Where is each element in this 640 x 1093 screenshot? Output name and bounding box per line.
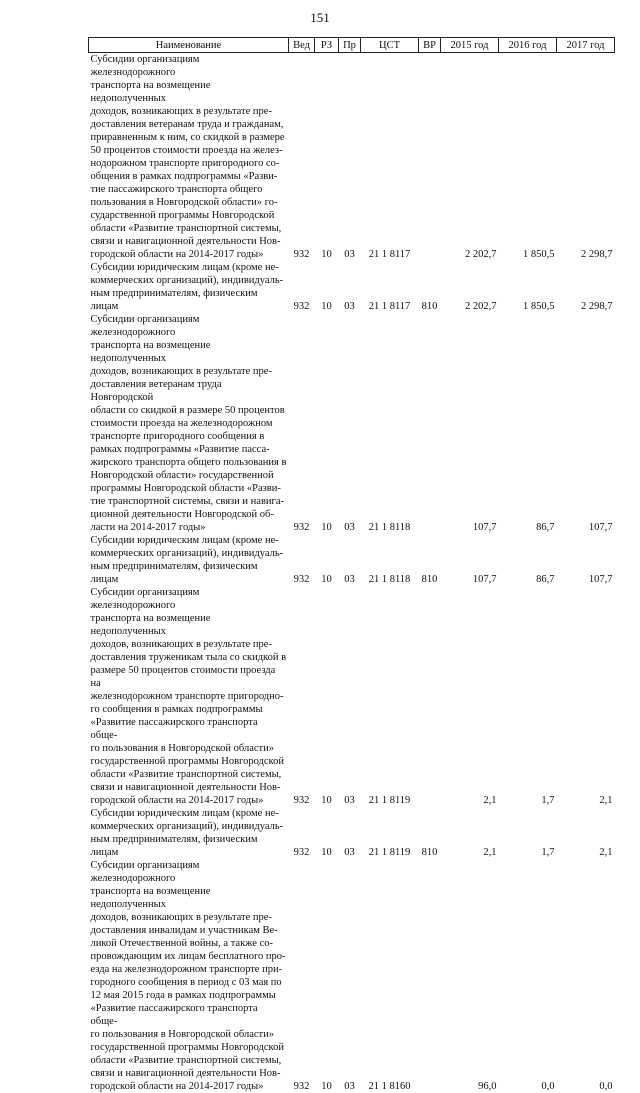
header-2015: 2015 год xyxy=(441,38,499,53)
row-2016: 1 850,5 xyxy=(523,301,555,312)
row-cst: 21 1 8118 xyxy=(368,574,411,585)
row-cst: 21 1 8160 xyxy=(368,1081,411,1092)
row-ved: 932 xyxy=(293,1081,310,1092)
row-2015: 2 202,7 xyxy=(465,301,497,312)
table-row xyxy=(89,53,615,262)
row-name: Субсидии юридическим лицам (кроме не- коммерческих организаций), индивидуаль- ным предпринимателям, физическим лицам xyxy=(90,808,284,858)
row-ved: 932 xyxy=(293,574,310,585)
budget-table xyxy=(88,37,615,1093)
row-2015: 2 202,7 xyxy=(465,249,497,260)
header-cst: ЦСТ xyxy=(361,38,419,53)
row-vr: 810 xyxy=(421,847,438,858)
header-name: Наименование xyxy=(89,38,289,53)
row-2017: 107,7 xyxy=(588,574,613,585)
row-vr: 810 xyxy=(421,574,438,585)
row-rz: 10 xyxy=(321,795,332,806)
row-2016: 86,7 xyxy=(536,574,555,585)
header-rz: РЗ xyxy=(315,38,339,53)
row-2017: 0,0 xyxy=(599,1081,613,1092)
table-row xyxy=(89,261,615,313)
row-pr: 03 xyxy=(344,847,355,858)
row-name: Субсидии организациям железнодорожного транспорта на возмещение недополученных доходов, возникающих в результате пре- доставления ветеранам труда и гражданам, приравненным к ним, со скидкой в размере 50 процентов стоимости проезда на желез- нодорожном транспорте пригородного со- общения в рамках подпрограммы «Разви- тие пассажирского транспорта общего пользования в Новгородской области» го- сударственной программы Новгородской области «Развитие транспортной системы, связи и навигационной деятельности Нов- городской области на 2014-2017 годы» xyxy=(90,54,285,260)
row-2015: 107,7 xyxy=(472,522,497,533)
row-vr xyxy=(419,53,441,262)
row-rz: 10 xyxy=(321,522,332,533)
row-rz: 10 xyxy=(321,301,332,312)
row-2015: 96,0 xyxy=(478,1081,497,1092)
table-row xyxy=(89,859,615,1093)
row-cst: 21 1 8117 xyxy=(368,301,411,312)
page-number: 151 xyxy=(310,10,330,25)
row-rz: 10 xyxy=(321,249,332,260)
row-rz: 10 xyxy=(321,1081,332,1092)
row-rz: 10 xyxy=(321,574,332,585)
header-vr: ВР xyxy=(419,38,441,53)
row-ved: 932 xyxy=(293,249,310,260)
row-ved: 932 xyxy=(293,522,310,533)
row-pr: 03 xyxy=(344,795,355,806)
row-name: Субсидии юридическим лицам (кроме не- коммерческих организаций), индивидуаль- ным предпринимателям, физическим лицам xyxy=(90,535,284,585)
row-cst: 21 1 8119 xyxy=(368,847,411,858)
table-row xyxy=(89,313,615,534)
row-ved: 932 xyxy=(293,847,310,858)
row-vr: 810 xyxy=(421,301,438,312)
row-rz: 10 xyxy=(321,847,332,858)
row-pr: 03 xyxy=(344,249,355,260)
table-row xyxy=(89,807,615,859)
row-cst: 21 1 8117 xyxy=(368,249,411,260)
row-name: Субсидии организациям железнодорожного транспорта на возмещение недополученных доходов, возникающих в результате пре- доставления труженикам тыла со скидкой в размере 50 процентов стоимости проезда на железнодорожном транспорте пригородно- го сообщения в рамках подпрограммы «Развитие пассажирского транспорта обще- го пользования в Новгородской области» государственной программы Новгородской области «Развитие транспортной системы, связи и навигационной деятельности Нов- городской области на 2014-2017 годы» xyxy=(90,587,287,806)
row-2016: 1 850,5 xyxy=(523,249,555,260)
row-ved: 932 xyxy=(293,301,310,312)
row-2017: 2,1 xyxy=(599,847,613,858)
header-pr: Пр xyxy=(339,38,361,53)
row-pr: 03 xyxy=(344,1081,355,1092)
row-2017: 2 298,7 xyxy=(581,249,613,260)
row-name: Субсидии организациям железнодорожного транспорта на возмещение недополученных доходов, возникающих в результате пре- доставления ветеранам труда Новгородской области со скидкой в размере 50 процентов стоимости проезда на железнодорожном транспорте пригородного сообщения в рамках подпрограммы «Развитие пасса- жирского транспорта общего пользования в Новгородской области» государственной программы Новгородской области «Разви- тие транспортной системы, связи и навига- ционной деятельности Новгородской об- ласти на 2014-2017 годы» xyxy=(90,314,287,533)
table-header-row xyxy=(89,38,615,53)
row-vr xyxy=(419,313,441,534)
row-2016: 0,0 xyxy=(541,1081,555,1092)
row-pr: 03 xyxy=(344,574,355,585)
row-2016: 1,7 xyxy=(541,847,555,858)
row-2015: 2,1 xyxy=(483,847,497,858)
row-2017: 2,1 xyxy=(599,795,613,806)
row-2017: 107,7 xyxy=(588,522,613,533)
row-name: Субсидии юридическим лицам (кроме не- коммерческих организаций), индивидуаль- ным предпринимателям, физическим лицам xyxy=(90,262,284,312)
row-vr xyxy=(419,859,441,1093)
header-ved: Вед xyxy=(289,38,315,53)
row-2017: 2 298,7 xyxy=(581,301,613,312)
row-2015: 2,1 xyxy=(483,795,497,806)
row-2015: 107,7 xyxy=(472,574,497,585)
row-2016: 86,7 xyxy=(536,522,555,533)
table-row xyxy=(89,534,615,586)
row-2016: 1,7 xyxy=(541,795,555,806)
row-pr: 03 xyxy=(344,301,355,312)
row-ved: 932 xyxy=(293,795,310,806)
header-2017: 2017 год xyxy=(557,38,615,53)
row-cst: 21 1 8119 xyxy=(368,795,411,806)
table-row xyxy=(89,586,615,807)
row-vr xyxy=(419,586,441,807)
row-name: Субсидии организациям железнодорожного транспорта на возмещение недополученных доходов, возникающих в результате пре- доставления инвалидам и участникам Ве- ликой Отечественной войны, а также со- провождающим их лицам бесплатного про- езда на железнодорожном транспорте при- городного сообщения в период с 03 мая по 12 мая 2015 года в рамках подпрограммы «Развитие пассажирского транспорта обще- го пользования в Новгородской области» государственной программы Новгородской области «Развитие транспортной системы, связи и навигационной деятельности Нов- городской области на 2014-2017 годы» xyxy=(90,860,286,1092)
header-2016: 2016 год xyxy=(499,38,557,53)
row-pr: 03 xyxy=(344,522,355,533)
row-cst: 21 1 8118 xyxy=(368,522,411,533)
